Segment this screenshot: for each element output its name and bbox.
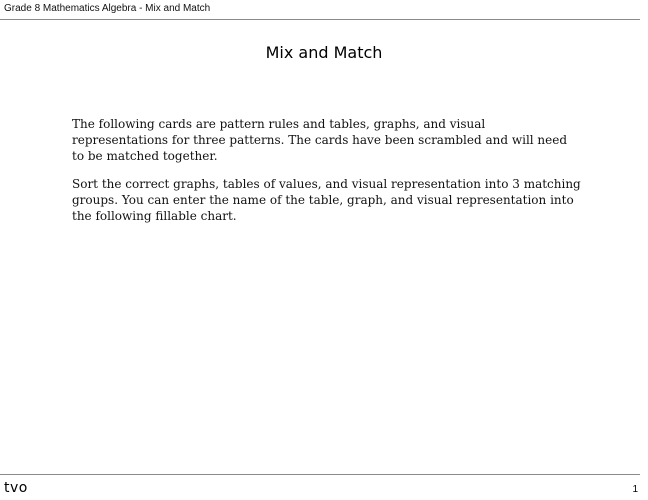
tvo-logo: tvo	[4, 480, 28, 496]
document-header	[0, 0, 640, 20]
intro-paragraph: The following cards are pattern rules and tables, graphs, and visual representations for three patterns. The cards have been scrambled and will need to be matched together.	[72, 117, 568, 163]
page-number: 1	[632, 484, 638, 495]
footer-divider	[0, 474, 640, 475]
header-title: Grade 8 Mathematics Algebra - Mix and Match	[4, 3, 211, 14]
page-title: Mix and Match	[265, 43, 383, 62]
instructions-paragraph: Sort the correct graphs, tables of values, and visual representation into 3 matching groups. You can enter the name of the table, graph, and visual representation into the following fillable chart.	[72, 177, 581, 223]
